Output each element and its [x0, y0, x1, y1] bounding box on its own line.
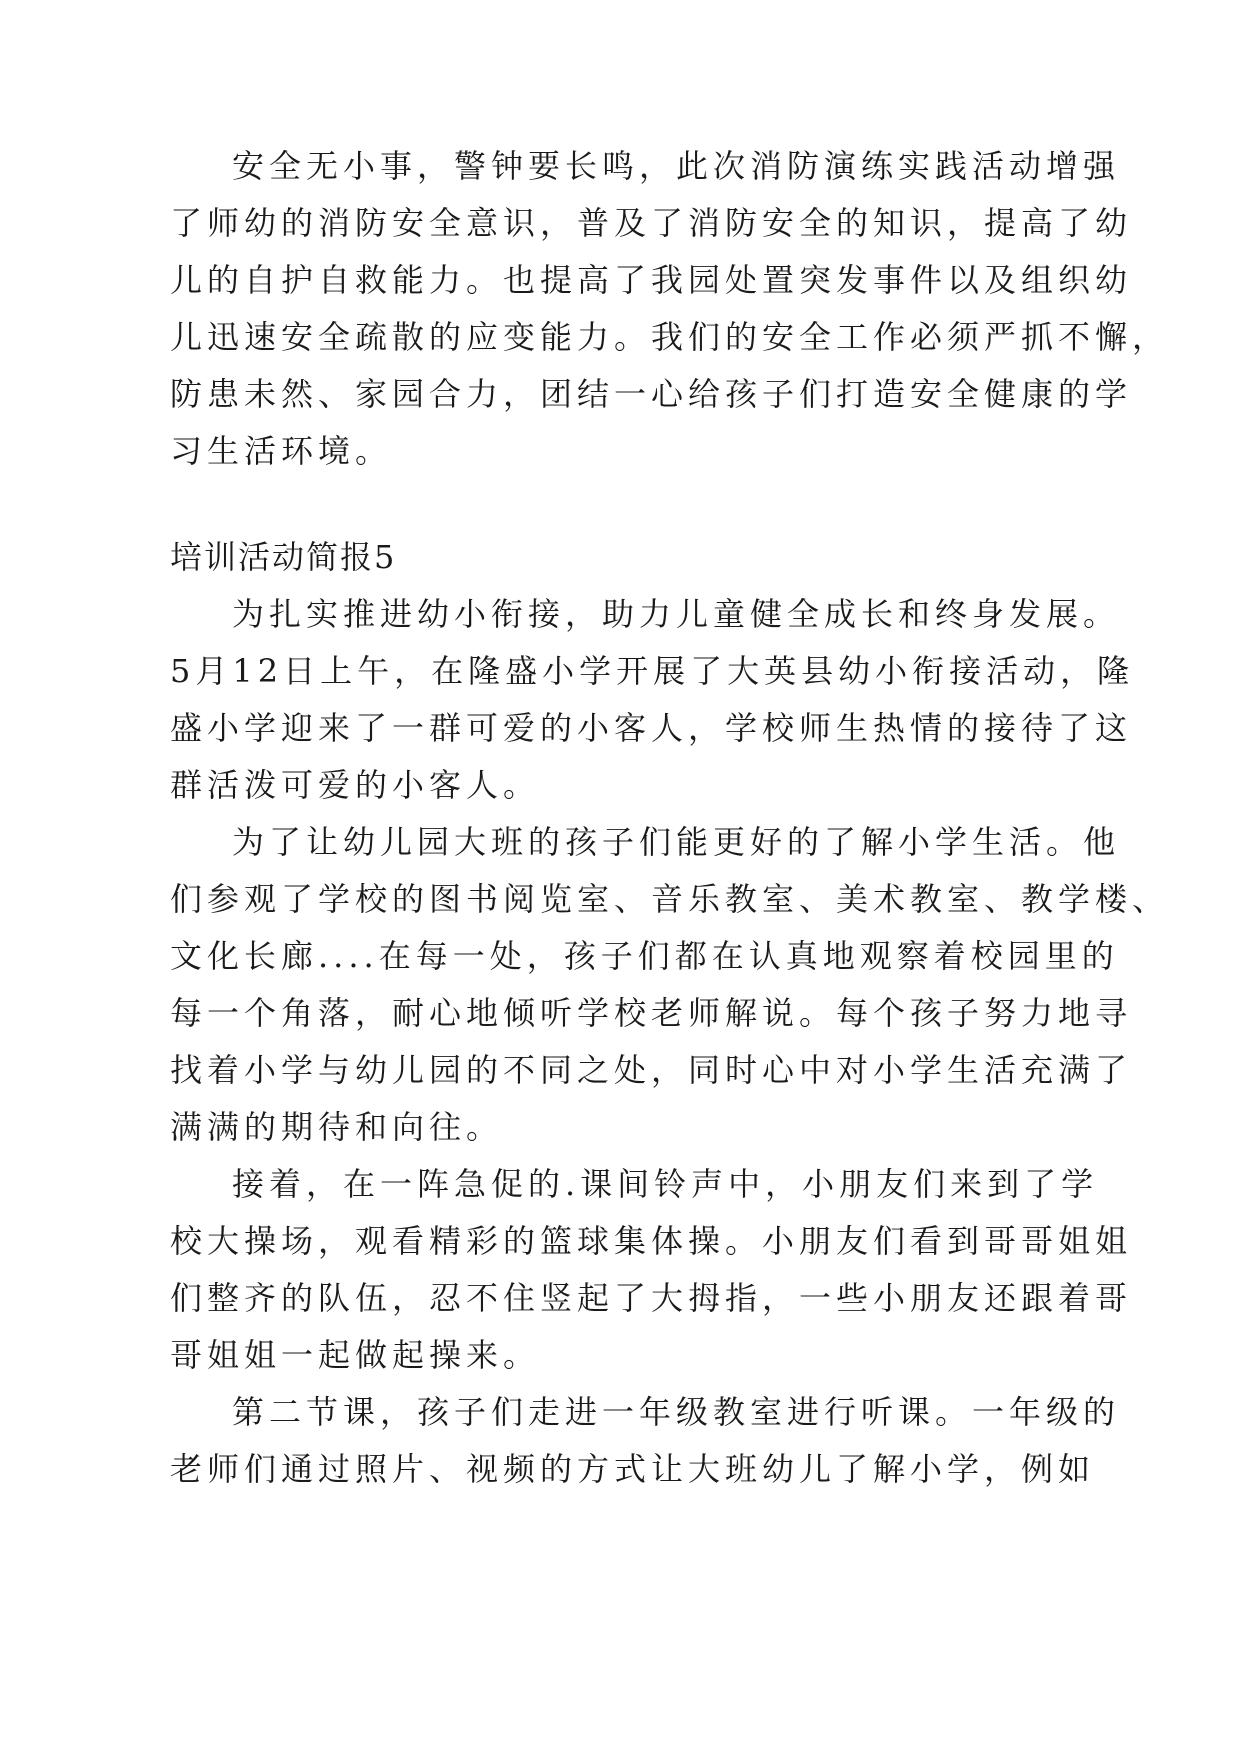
paragraph-4-line-3: 们整齐的队伍，忍不住竖起了大拇指，一些小朋友还跟着哥: [170, 1279, 1133, 1317]
paragraph-1-line-4: 儿迅速安全疏散的应变能力。我们的安全工作必须严抓不懈，: [170, 318, 1170, 356]
paragraph-3-line-6: 满满的期待和向往。: [170, 1108, 504, 1146]
paragraph-2-line-3: 盛小学迎来了一群可爱的小客人，学校师生热情的接待了这: [170, 709, 1133, 747]
paragraph-3-line-5: 找着小学与幼儿园的不同之处，同时心中对小学生活充满了: [170, 1051, 1133, 1089]
paragraph-3-line-1: 为了让幼儿园大班的孩子们能更好的了解小学生活。他: [232, 823, 1121, 861]
paragraph-2-line-1: 为扎实推进幼小衔接，助力儿童健全成长和终身发展。: [232, 595, 1121, 633]
paragraph-1-line-1: 安全无小事，警钟要长鸣，此次消防演练实践活动增强: [232, 147, 1121, 185]
paragraph-5-line-1: 第二节课，孩子们走进一年级教室进行听课。一年级的: [232, 1393, 1121, 1431]
paragraph-1-line-5: 防患未然、家园合力，团结一心给孩子们打造安全健康的学: [170, 375, 1133, 413]
paragraph-5-line-2: 老师们通过照片、视频的方式让大班幼儿了解小学，例如: [170, 1450, 1096, 1488]
paragraph-1-line-6: 习生活环境。: [170, 432, 393, 470]
paragraph-1-line-2: 了师幼的消防安全意识，普及了消防安全的知识，提高了幼: [170, 204, 1133, 242]
paragraph-2-line-2: 5月12日上午，在隆盛小学开展了大英县幼小衔接活动，隆: [170, 652, 1135, 690]
paragraph-3-line-2: 们参观了学校的图书阅览室、音乐教室、美术教室、教学楼、: [170, 880, 1170, 918]
paragraph-3-line-4: 每一个角落，耐心地倾听学校老师解说。每个孩子努力地寻: [170, 994, 1133, 1032]
paragraph-4-line-2: 校大操场，观看精彩的篮球集体操。小朋友们看到哥哥姐姐: [170, 1222, 1133, 1260]
paragraph-2-line-4: 群活泼可爱的小客人。: [170, 766, 541, 804]
paragraph-1-line-3: 儿的自护自救能力。也提高了我园处置突发事件以及组织幼: [170, 261, 1133, 299]
paragraph-3-line-3: 文化长廊....在每一处，孩子们都在认真地观察着校园里的: [170, 937, 1119, 975]
paragraph-4-line-4: 哥姐姐一起做起操来。: [170, 1336, 541, 1374]
paragraph-4-line-1: 接着，在一阵急促的.课间铃声中，小朋友们来到了学: [232, 1165, 1099, 1203]
section-heading: 培训活动简报5: [170, 538, 397, 576]
